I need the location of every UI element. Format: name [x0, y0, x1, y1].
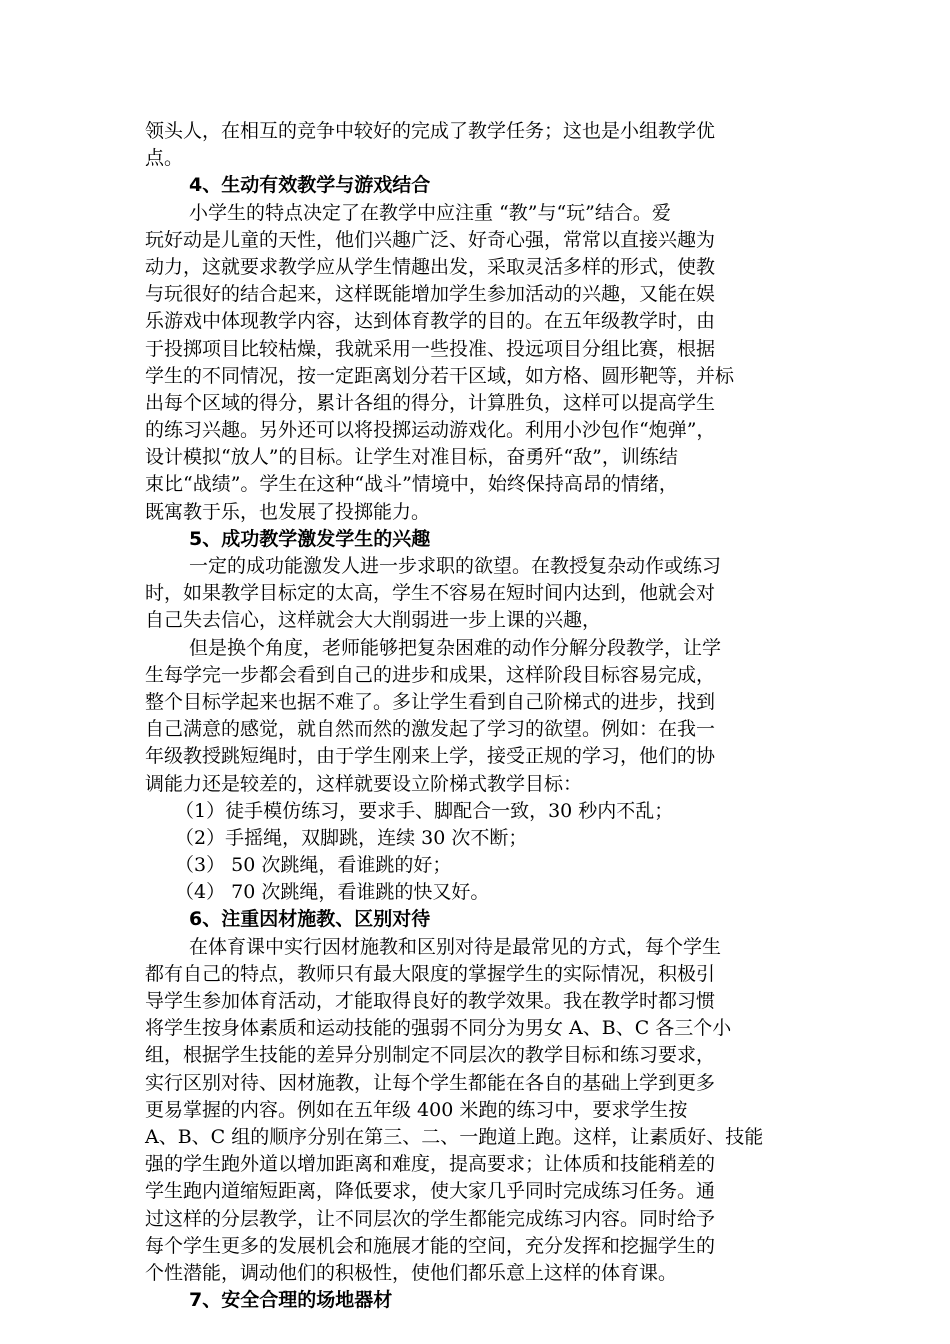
- text-line: A、B、C 组的顺序分别在第三、二、一跑道上跑。这样，让素质好、技能: [145, 1125, 764, 1148]
- text-line: 领头人，在相互的竞争中较好的完成了教学任务；这也是小组教学优: [145, 120, 716, 142]
- text-line: （1）徒手模仿练习，要求手、脚配合一致，30 秒内不乱；: [175, 799, 674, 822]
- text-line: 既寓教于乐，也发展了投掷能力。: [145, 500, 431, 523]
- text-line: 在体育课中实行因材施教和区别对待是最常见的方式，每个学生: [189, 935, 722, 958]
- text-line: 自己失去信心，这样就会大大削弱进一步上课的兴趣，: [145, 609, 602, 632]
- text-line: 点。: [145, 147, 184, 170]
- text-line: 动力，这就要求教学应从学生情趣出发，采取灵活多样的形式，使教: [145, 255, 716, 278]
- text-line: 时，如果教学目标定的太高，学生不容易在短时间内达到，他就会对: [145, 582, 716, 605]
- text-line: 自己满意的感觉，就自然而然的激发起了学习的欲望。例如：在我一: [145, 718, 716, 741]
- text-line: 每个学生更多的发展机会和施展才能的空间，充分发挥和挖掘学生的: [145, 1234, 716, 1257]
- text-line: 更易掌握的内容。例如在五年级 400 米跑的练习中，要求学生按: [145, 1098, 688, 1121]
- section-heading: 6、注重因材施教、区别对待: [189, 908, 431, 931]
- text-line: （3） 50 次跳绳，看谁跳的好；: [175, 854, 452, 877]
- text-line: 学生的不同情况，按一定距离划分若干区域，如方格、圆形靶等，并标: [145, 364, 735, 387]
- text-line: 生每学完一步都会看到自己的进步和成果，这样阶段目标容易完成，: [145, 663, 716, 686]
- text-line: 于投掷项目比较枯燥，我就采用一些投准、投远项目分组比赛，根据: [145, 337, 716, 360]
- text-line: 玩好动是儿童的天性，他们兴趣广泛、好奇心强，常常以直接兴趣为: [145, 228, 716, 251]
- text-line: 组，根据学生技能的差异分别制定不同层次的教学目标和练习要求，: [145, 1044, 716, 1067]
- text-line: 整个目标学起来也据不难了。多让学生看到自己阶梯式的进步，找到: [145, 690, 716, 713]
- text-line: 强的学生跑外道以增加距离和难度，提高要求；让体质和技能稍差的: [145, 1153, 716, 1176]
- section-heading: 5、成功教学激发学生的兴趣: [189, 527, 431, 550]
- text-line: 年级教授跳短绳时，由于学生刚来上学，接受正规的学习，他们的协: [145, 745, 716, 768]
- text-line: 学生跑内道缩短距离，降低要求，使大家几乎同时完成练习任务。通: [145, 1180, 716, 1203]
- text-line: 调能力还是较差的，这样就要设立阶梯式教学目标：: [145, 772, 583, 795]
- text-line: 导学生参加体育活动，才能取得良好的教学效果。我在教学时都习惯: [145, 990, 716, 1012]
- text-line: （4） 70 次跳绳，看谁跳的快又好。: [175, 881, 490, 904]
- section-heading: 7、安全合理的场地器材: [189, 1289, 393, 1312]
- text-line: 个性潜能，调动他们的积极性，使他们都乐意上这样的体育课。: [145, 1261, 678, 1284]
- text-line: 与玩很好的结合起来，这样既能增加学生参加活动的兴趣，又能在娱: [145, 283, 716, 306]
- text-line: 乐游戏中体现教学内容，达到体育教学的目的。在五年级教学时，由: [145, 310, 716, 333]
- text-line: 出每个区域的得分，累计各组的得分，计算胜负，这样可以提高学生: [145, 391, 716, 414]
- document-page: [145, 118, 810, 1314]
- text-line: 过这样的分层教学，让不同层次的学生都能完成练习内容。同时给予: [145, 1207, 716, 1230]
- text-line: 但是换个角度，老师能够把复杂困难的动作分解分段教学，让学: [189, 636, 722, 659]
- text-line: 将学生按身体素质和运动技能的强弱不同分为男女 A、B、C 各三个小: [145, 1017, 732, 1040]
- text-line: 实行区别对待、因材施教，让每个学生都能在各自的基础上学到更多: [145, 1071, 716, 1094]
- text-line: 束比“战绩”。学生在这种“战斗”情境中，始终保持高昂的情绪，: [145, 473, 678, 496]
- text-line: 的练习兴趣。另外还可以将投掷运动游戏化。利用小沙包作“炮弹”，: [145, 419, 716, 442]
- text-line: （2）手摇绳，双脚跳，连续 30 次不断；: [175, 826, 528, 849]
- text-line: 设计模拟“放人”的目标。让学生对准目标，奋勇歼“敌”，训练结: [145, 446, 678, 469]
- text-line: 一定的成功能激发人进一步求职的欲望。在教授复杂动作或练习: [189, 555, 722, 577]
- text-line: 都有自己的特点，教师只有最大限度的掌握学生的实际情况，积极引: [145, 962, 716, 985]
- section-heading: 4、生动有效教学与游戏结合: [189, 174, 431, 197]
- text-line: 小学生的特点决定了在教学中应注重 “教”与“玩”结合。爱: [189, 201, 671, 224]
